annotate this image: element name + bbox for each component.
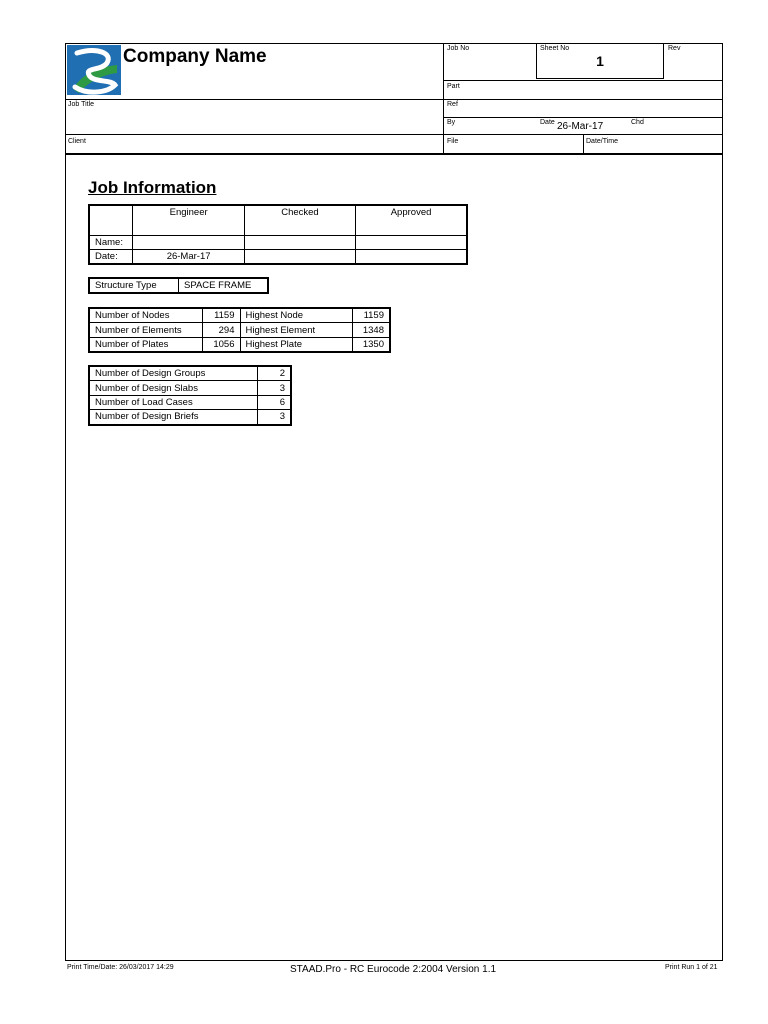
client-label: Client	[68, 138, 86, 145]
design-value: 2	[257, 366, 291, 381]
design-value: 6	[257, 395, 291, 409]
table-row	[89, 366, 291, 381]
design-label: Number of Load Cases	[89, 395, 257, 409]
header-divider	[583, 134, 584, 153]
company-logo-icon	[67, 45, 121, 95]
program-name: STAAD.Pro - RC Eurocode 2:2004 Version 1.1	[290, 964, 497, 975]
section-title: Job Information	[88, 178, 217, 197]
highest-label: Highest Element	[240, 323, 352, 337]
table-row	[89, 410, 291, 425]
count-label: Number of Plates	[89, 337, 202, 352]
header-rule	[65, 153, 723, 155]
structure-type-value: SPACE FRAME	[179, 278, 269, 293]
chd-label: Chd	[631, 119, 644, 126]
design-label: Number of Design Briefs	[89, 410, 257, 425]
design-value: 3	[257, 410, 291, 425]
design-table	[88, 365, 292, 426]
highest-label: Highest Plate	[240, 337, 352, 352]
print-time: Print Time/Date: 26/03/2017 14:29	[67, 964, 174, 971]
count-value: 1159	[202, 308, 240, 323]
file-label: File	[447, 138, 459, 145]
header-rule	[65, 134, 723, 135]
job-title-label: Job Title	[68, 101, 95, 108]
sheet-no-label: Sheet No	[540, 45, 570, 52]
table-row	[89, 249, 467, 264]
structure-type-label: Structure Type	[89, 278, 179, 293]
date-row-label: Date:	[89, 249, 133, 264]
highest-value: 1348	[352, 323, 390, 337]
table-row	[89, 278, 268, 293]
design-value: 3	[257, 381, 291, 395]
header-rule	[65, 99, 723, 100]
date-time-label: Date/Time	[586, 138, 619, 145]
ref-label: Ref	[447, 101, 458, 108]
table-row	[89, 395, 291, 409]
table-row	[89, 381, 291, 395]
table-row	[89, 337, 390, 352]
table-row	[89, 308, 390, 323]
job-info-table	[88, 204, 468, 265]
highest-label: Highest Node	[240, 308, 352, 323]
count-value: 1056	[202, 337, 240, 352]
rev-label: Rev	[668, 45, 681, 52]
date-value: 26-Mar-17	[557, 121, 604, 132]
header-rule	[443, 117, 723, 118]
highest-value: 1350	[352, 337, 390, 352]
date-label: Date	[540, 119, 555, 126]
job-no-label: Job No	[447, 45, 470, 52]
print-run: Print Run 1 of 21	[665, 964, 718, 971]
table-row	[89, 235, 467, 249]
count-label: Number of Nodes	[89, 308, 202, 323]
column-header: Checked	[244, 205, 355, 235]
count-label: Number of Elements	[89, 323, 202, 337]
table-row	[89, 205, 467, 235]
structure-type-table	[88, 277, 269, 294]
column-header: Approved	[356, 205, 467, 235]
highest-value: 1159	[352, 308, 390, 323]
header-divider	[443, 43, 444, 153]
by-label: By	[447, 119, 456, 126]
engineer-date: 26-Mar-17	[133, 249, 244, 264]
company-name: Company Name	[123, 46, 267, 67]
table-row	[89, 323, 390, 337]
name-label: Name:	[89, 235, 133, 249]
header-rule	[443, 80, 723, 81]
design-label: Number of Design Groups	[89, 366, 257, 381]
column-header: Engineer	[133, 205, 244, 235]
count-value: 294	[202, 323, 240, 337]
counts-table	[88, 307, 391, 353]
sheet-no-value: 1	[596, 53, 604, 69]
design-label: Number of Design Slabs	[89, 381, 257, 395]
part-label: Part	[447, 83, 460, 90]
